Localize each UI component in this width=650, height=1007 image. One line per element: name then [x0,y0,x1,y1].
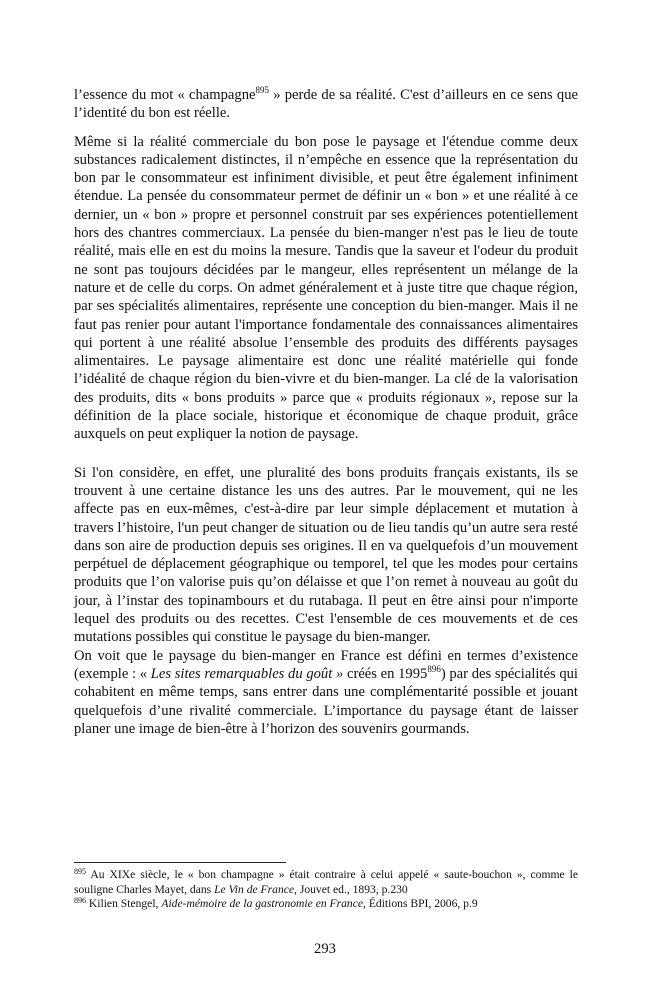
paragraph-3: Si l'on considère, en effet, une pluralité des bons produits français existants, ils se trouvent à une certaine distance les uns des autres. Par le mouvement, qui ne les affecte pas en eux-mêmes, c'est-à-dire par leur simple déplacement et mutation à travers l’histoire, l'un peut changer de situation ou de lieu tandis qu’un autre sera resté dans son aire de production depuis ses origines. Il en va quelquefois d’un mouvement perpétuel de déplacement géographique ou temporel, tel que les modes pour certains produits que l’on valorise puis qu’on délaisse et que l’on remet à nouveau au goût du jour, à l’instar des topinambours et du rutabaga. Il peut en être ainsi pour n'importe lequel des produits ou des recettes. C'est l'ensemble de ces mouvements et de ces mutations possibles qui constitue le paysage du bien-manger. [74,464,578,646]
footnote-text-start: Kilien Stengel, [86,897,162,911]
paragraph-4-italic-title: Les sites remarquables du goût » [150,665,344,682]
footnotes [74,862,578,912]
footnote-896 [74,897,578,912]
footnote-separator [74,862,286,863]
footnote-ref-896[interactable]: 896 [427,663,441,674]
paragraph-2: Même si la réalité commerciale du bon pose le paysage et l'étendue comme deux substances radicalement distinctes, il n’empêche en essence que la représentation du bon par le consommateur est infiniment divisible, et peut être également infiniment étendue. La pensée du consommateur permet de définir un « bon » et une réalité à ce dernier, un « bon » propre et personnel construit par ses expériences potentiellement hors des chantres commerciaux. La pensée du bien-manger n'est pas le lieu de toute réalité, mais elle en est du moins la mesure. Tandis que la saveur et l'odeur du produit ne sont pas toujours décidées par le mangeur, elles représentent un mélange de la nature et de celle du corps. On admet généralement et à juste titre que chaque région, par ses spécialités alimentaires, représente une conception du bien-manger. Mais il ne faut pas renier pour autant l'importance fondamentale des connaissances alimentaires qui portent à une réalité absolue l’ensemble des produits des différents paysages alimentaires. Le paysage alimentaire est donc une réalité matérielle qui fonde l’idéalité de chaque région du bien-vivre et du bien-manger. La clé de la valorisation des produits, dits « bons produits » parce que « produits régionaux », repose sur la définition de la place sociale, historique et économique de chaque produit, grâce auxquels on peut expliquer la notion de paysage. [74,133,578,443]
footnote-text-end: , Jouvet ed., 1893, p.230 [294,882,408,896]
paragraph-4-text-end: ) par des spécialités qui cohabitent en même temps, sans entrer dans une complémentarité possible et jouant quelquefois d’une rivalité commerciale. L’importance du paysage étant de laisser planer une image de bien-être à l’horizon des souvenirs gourmands. [74,665,578,737]
page-number: 293 [314,941,336,957]
footnote-895 [74,868,578,897]
footnote-text-start: Au XIXe siècle, le « bon champagne » était contraire à celui appelé « saute-bouchon », comme le souligne Charles Mayet, dans [74,868,578,896]
footnote-number: 896 [74,896,86,906]
footnote-text-end: , Éditions BPI, 2006, p.9 [363,897,478,911]
paragraph-4 [74,647,578,738]
paragraph-spacer [74,123,578,133]
paragraph-1-text-start: l’essence du mot « champagne [74,87,256,103]
paragraph-1 [74,86,578,123]
footnote-number: 895 [74,867,86,876]
footnote-italic-title: Le Vin de France [214,882,295,896]
footnote-italic-title: Aide-mémoire de la gastronomie en France [161,897,364,911]
paragraph-4-text-start: On voit que le paysage du bien-manger en France est défini en termes d’existence (exemple : « [74,647,578,682]
paragraph-1-text-end: » perde de sa réalité. C'est d’ailleurs en ce sens que l’identité du bon est réelle. [74,87,578,122]
paragraph-4-text-middle: créés en 1995 [343,665,428,682]
paragraph-spacer [74,444,578,464]
page-body [74,86,578,738]
footnote-ref-895[interactable]: 895 [255,85,269,95]
